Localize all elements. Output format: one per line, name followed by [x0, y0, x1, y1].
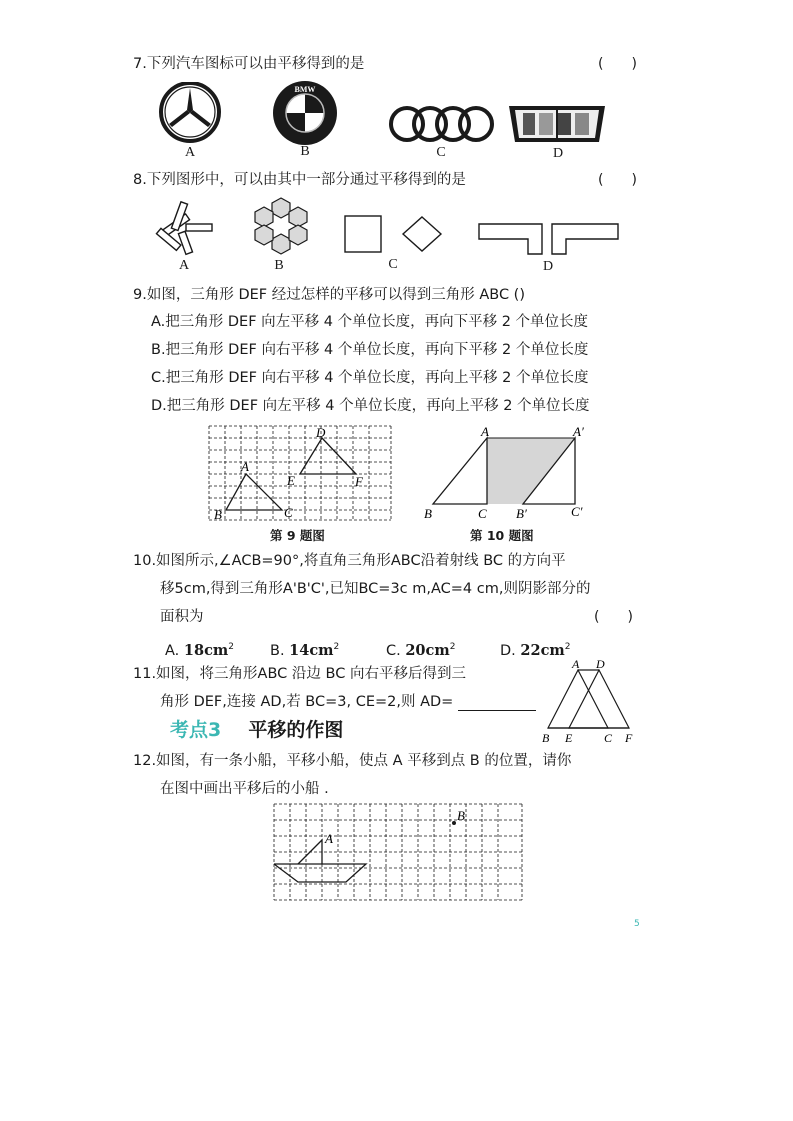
q10-choice-c: C. $20cm^2$ — [386, 641, 456, 659]
q8-option-c-label: C — [388, 257, 398, 272]
q10-choice-d: D. $22cm^2$ — [500, 641, 571, 659]
q10-answer-paren: ( ) — [594, 609, 633, 625]
q10-choice-b: B. $14cm^2$ — [270, 641, 340, 659]
q7-option-b-label: B — [300, 144, 310, 159]
q12-label-a: A — [325, 831, 333, 846]
q11-label-c: C — [604, 731, 613, 744]
q9-choice-d: D.把三角形 DEF 向左平移 4 个单位长度，再向上平移 2 个单位长度 — [151, 398, 590, 414]
q8-figure-b-hexagons — [248, 196, 314, 256]
q12-grid-figure[interactable] — [270, 800, 526, 904]
q9-label-e: E — [287, 473, 295, 488]
bmw-letters: BMW — [294, 85, 316, 94]
q7-question: 7.下列汽车图标可以由平移得到的是 — [133, 56, 365, 72]
section-title: 平移的作图 — [248, 719, 344, 741]
q8-option-a-label: A — [178, 258, 190, 273]
q8-option-b-label: B — [274, 258, 284, 273]
q12-label-b: B — [457, 808, 465, 823]
q8-question: 8.下列图形中，可以由其中一部分通过平移得到的是 — [133, 172, 466, 188]
q7-answer-paren: ( ) — [598, 56, 637, 72]
q9-figure-caption: 第 9 题图 — [270, 528, 325, 543]
q10-figure — [420, 422, 598, 522]
q7-option-a-label: A — [184, 145, 196, 160]
q10-label-b-prime: B′ — [516, 506, 527, 521]
q9-label-a: A — [241, 459, 249, 474]
q9-choice-b: B.把三角形 DEF 向右平移 4 个单位长度，再向下平移 2 个单位长度 — [151, 342, 589, 358]
q8-figure-d-l-shapes — [476, 218, 622, 258]
q12-line-2: 在图中画出平移后的小船 . — [160, 781, 329, 797]
q11-figure — [538, 656, 638, 744]
q10-line-3: 面积为 — [160, 609, 204, 625]
q9-label-d: D — [316, 425, 326, 440]
q10-label-c-prime: C′ — [571, 504, 583, 519]
q11-answer-blank[interactable] — [458, 710, 536, 711]
q11-label-f: F — [625, 731, 633, 744]
section-heading — [170, 715, 343, 742]
audi-logo-icon — [387, 104, 495, 144]
q11-label-d: D — [596, 657, 605, 671]
q10-label-a-prime: A′ — [573, 424, 584, 439]
point-b-marker — [452, 821, 456, 825]
q9-choice-c: C.把三角形 DEF 向右平移 4 个单位长度，再向上平移 2 个单位长度 — [151, 370, 589, 386]
q10-label-a: A — [481, 424, 489, 439]
q9-question: 9.如图，三角形 DEF 经过怎样的平移可以得到三角形 ABC () — [133, 287, 525, 303]
q9-label-c: C — [284, 505, 293, 520]
q11-label-a: A — [572, 657, 580, 671]
cadillac-logo-icon — [505, 102, 609, 146]
bmw-logo-icon — [271, 80, 339, 146]
boat-shape — [274, 840, 366, 882]
q8-figure-a-pinwheel — [150, 196, 216, 256]
q7-option-d-label: D — [552, 146, 564, 161]
q8-answer-paren: ( ) — [598, 172, 637, 188]
q9-choice-a: A.把三角形 DEF 向左平移 4 个单位长度，再向下平移 2 个单位长度 — [151, 314, 589, 330]
page-number: 5 — [634, 919, 640, 929]
q10-choice-a: A. $18cm^2$ — [165, 641, 234, 659]
mercedes-logo-icon — [156, 82, 224, 144]
q11-label-b: B — [542, 731, 550, 744]
q11-line-1: 11.如图，将三角形ABC 沿边 BC 向右平移后得到三 — [133, 666, 466, 682]
q8-figure-c-square-diamond — [342, 212, 444, 256]
q10-label-c: C — [478, 506, 487, 521]
q9-label-b: B — [214, 507, 222, 522]
q12-line-1: 12.如图，有一条小船，平移小船，使点 A 平移到点 B 的位置，请你 — [133, 753, 572, 769]
q10-label-b: B — [424, 506, 432, 521]
q7-option-c-label: C — [436, 145, 446, 160]
section-number: 考点3 — [170, 719, 222, 741]
q11-line-2: 角形 DEF,连接 AD,若 BC=3, CE=2,则 AD= — [160, 694, 454, 710]
q10-line-1: 10.如图所示,∠ACB=90°,将直角三角形ABC沿着射线 BC 的方向平 — [133, 553, 566, 569]
q11-label-e: E — [565, 731, 573, 744]
q8-option-d-label: D — [542, 259, 554, 274]
q9-grid-figure — [205, 422, 395, 524]
q10-line-2: 移5cm,得到三角形A'B'C',已知BC=3c m,AC=4 cm,则阴影部分的 — [160, 581, 591, 597]
q9-label-f: F — [355, 474, 363, 489]
q10-figure-caption: 第 10 题图 — [470, 528, 534, 543]
